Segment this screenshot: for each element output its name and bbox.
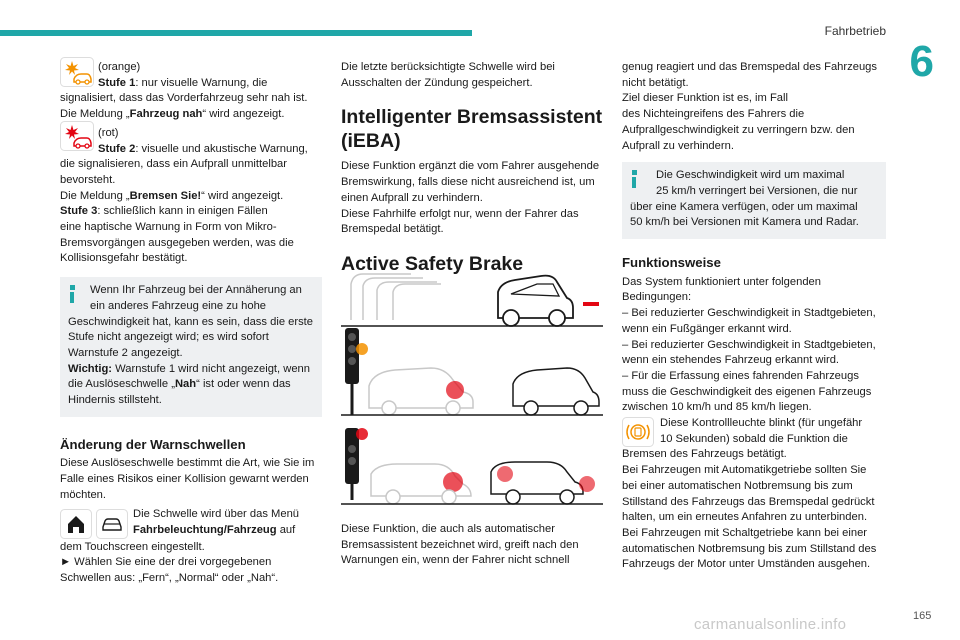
heading-funktionsweise: Funktionsweise — [622, 255, 721, 271]
orange-label: (orange) — [98, 61, 141, 73]
car-icon — [96, 509, 128, 539]
home-icon — [60, 509, 92, 539]
panel-red-emergency-brake — [341, 428, 603, 504]
heading-intelligenter-bremsassistent: Intelligenter Bremsassistent — [341, 106, 603, 129]
warning-lamp-note: Diese Kontrollleuchte blinkt (für ungefähr 10 Sekunden) sobald die Funktion die — [622, 416, 886, 447]
column-right: genug reagiert und das Bremspedal des Fahrzeugs nicht betätigt. Ziel dieser Funktion ist es, im Fall des Nichteingreifens des Fahrers die Aufprallgeschwindigkeit zu verringern bzw. den Aufprall zu verhindern. Die Geschwindigkeit wird um maximal 25 km/h verringert bei Versionen, die nur über eine Kamera verfügen, oder um maximal 50 km/h bei Versionen mit Kamera und Radar. Funktionsweise Das System funktioniert unter folgenden Bedingungen: – Bei reduzierter Geschwindigkeit in Stadtgebieten, wenn ein Fußgänger erkannt wird. – Bei reduzierter Geschwindigkeit in Stadtgebieten, wenn ein stehendes Fahrzeug erkannt wird. – Für die Erfassung eines fahrenden Fahrzeugs muss die Geschwindigkeit des eigenen Fahrzeugs zwischen 10 km/h und 85 km/h liegen. Diese Kontrollleuchte blinkt (für ungefähr 10 Sekunden) sobald die Funktion die Bremsen des Fahrzeugs betätigt. Bei Fahrzeugen mit Automatikgetriebe sollten Sie bei einer automatischen Notbremsung bis zum Stillstand des Fahrzeugs das Bremspedal gedrückt halten, um ein erneutes Anfahren zu unterbinden. Bei Fahrzeugen mit Schaltgetriebe kann bei einer automatischen Notbremsung bis zum Stillstand des Fahrzeugs der Motor unter Umständen ausgehen. — [622, 60, 886, 573]
info-icon — [630, 170, 638, 188]
header-accent-bar — [0, 30, 472, 36]
panel-orange-warning — [341, 328, 603, 415]
chapter-number: 6 — [909, 37, 934, 86]
stufe3-title: Stufe 3 — [60, 205, 98, 218]
page-number: 165 — [913, 610, 932, 622]
active-safety-brake-illustration — [341, 268, 603, 512]
message-bremsen-sie: Bremsen Sie! — [129, 189, 202, 202]
column-middle: Die letzte berücksichtigte Schwelle wird bei Ausschalten der Zündung gespeichert. Intelligenter Bremsassistent (iEBA) Diese Funktion ergänzt die vom Fahrer ausgehende Bremswirkung, falls diese nicht ausreichend ist, um einen Aufprall zu verhindern. Diese Fahrhilfe erfolgt nur, wenn der Fahrer das Bremspedal betätigt. Active Safety Brake — [341, 61, 603, 275]
watermark: carmanualsonline.info — [694, 616, 847, 633]
column-middle-bottom: Diese Funktion, die auch als automatischer Bremsassistent bezeichnet wird, greift nach den Warnungen ein, wenn der Fahrer nicht schnell — [341, 523, 579, 567]
message-fahrzeug-nah: Fahrzeug nah — [129, 108, 203, 121]
heading-active-safety-brake: Active Safety Brake — [341, 252, 524, 275]
stufe1-title: Stufe 1 — [98, 76, 136, 89]
red-label: (rot) — [98, 126, 119, 139]
info-box-speed-warning: Wenn Ihr Fahrzeug bei der Annäherung an ein anderes Fahrzeug eine zu hohe Geschwindigkeit hat, kann es sein, dass die erste Stufe nicht angezeigt wird; es wird sofort Warnstufe 2 angezeigt. Wichtig: Warnstufe 1 wird nicht angezeigt, wenn die Auslöseschwelle „Nah“ ist oder wenn das Hindernis stillsteht. — [60, 277, 322, 417]
heading-aenderung-warnschwellen: Änderung der Warnschwellen — [60, 436, 246, 452]
column-left: (orange) Stufe 1: nur visuelle Warnung, die signalisiert, dass das Vorderfahrzeug sehr nah ist. Die Meldung „Fahrzeug nah“ wird angezeigt. (rot) Stufe 2: visuelle und akustische Warnung, die signalisieren, dass ein Aufprall unmittelbar bevorsteht. Die Meldung „Bremsen Sie!“ wird angezeigt. Stufe 3: schließlich kann in einigen Fällen eine haptische Warnung in Form von Mikro- Bremsvorgängen ausgegeben werden, was die Kollisionsgefahr bestätigt. Wenn Ihr Fahrzeug bei der Annäherung an ein anderes Fahrzeug eine zu hohe Geschwindigkeit hat, kann es sein, dass die erste Stufe nicht angezeigt wird; es wird sofort Warnstufe 2 angezeigt. Wichtig: Warnstufe 1 wird nicht angezeigt, wenn die Auslöseschwelle „Nah“ ist oder wenn das Hindernis stillsteht. Änderung der Warnschwellen Diese Auslöseschwelle bestimmt die Art, wie Sie im Falle eines Risikos einer Kollision gewarnt werden möchten. Die Schwelle wird über das Menü Fahrbeleuchtung/Fahrzeug auf dem Touchscreen eingestellt. ► Wählen Sie eine der drei vorgegebenen Schwellen aus: „Fern“, „Normal“ oder „Nah“. — [60, 60, 322, 587]
panel-speed-lines — [341, 274, 603, 326]
stufe2-title: Stufe 2 — [98, 142, 136, 155]
info-icon — [68, 285, 76, 303]
section-title: Fahrbetrieb — [824, 24, 886, 38]
brake-warning-lamp-icon — [622, 417, 654, 447]
info-box-speed-reduction: Die Geschwindigkeit wird um maximal 25 km/h verringert bei Versionen, die nur über eine Kamera verfügen, oder um maximal 50 km/h bei Versionen mit Kamera und Radar. — [622, 162, 886, 239]
menu-instruction: Die Schwelle wird über das Menü Fahrbeleuchtung/Fahrzeug auf — [60, 507, 322, 554]
